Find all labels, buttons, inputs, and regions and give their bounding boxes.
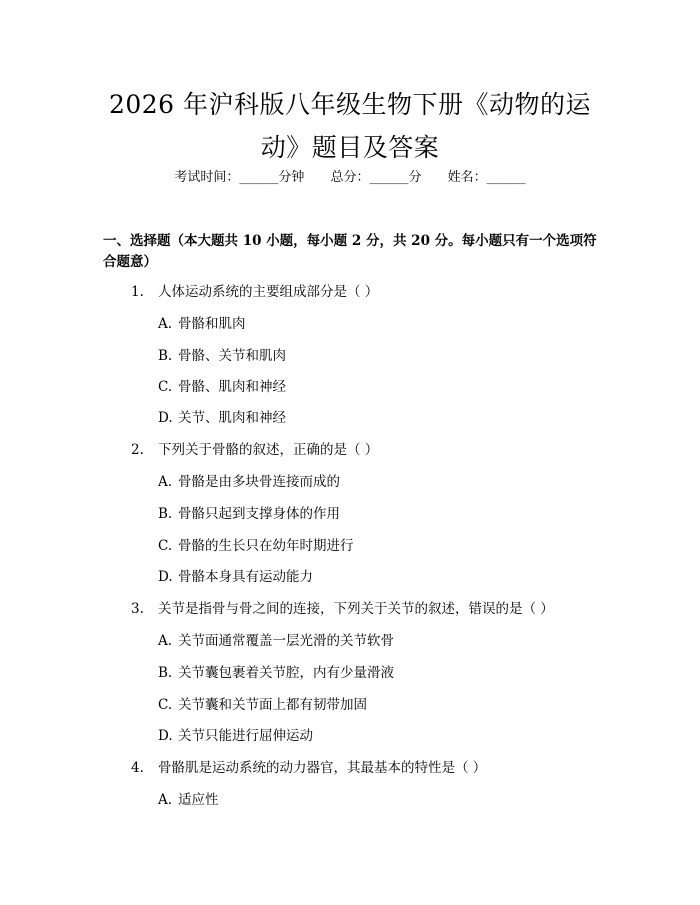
- option-text: 骨骼是由多块骨连接而成的: [178, 474, 340, 490]
- option: [158, 472, 340, 492]
- question-text: 人体运动系统的主要组成部分是（ ）: [158, 284, 379, 300]
- question-number: 2.: [131, 442, 144, 458]
- question: [131, 282, 378, 302]
- option-text: 骨骼、关节和肌肉: [178, 348, 286, 364]
- option-letter: D.: [158, 569, 173, 585]
- option: [158, 408, 286, 428]
- total-score-field: 总分：______分: [330, 170, 422, 185]
- question-number: 3.: [131, 601, 144, 617]
- option-text: 骨骼本身具有运动能力: [178, 569, 313, 585]
- question-text: 骨骼肌是运动系统的动力器官，其最基本的特性是（ ）: [158, 760, 487, 776]
- option: [158, 663, 394, 683]
- option-letter: C.: [158, 697, 173, 713]
- option-letter: C.: [158, 538, 173, 554]
- option: [158, 504, 340, 524]
- option-text: 关节、肌肉和神经: [178, 410, 286, 426]
- option-text: 骨骼、肌肉和神经: [178, 379, 286, 395]
- option-letter: B.: [158, 506, 173, 522]
- option: [158, 726, 313, 746]
- option: [158, 536, 354, 556]
- option-letter: D.: [158, 728, 173, 744]
- option-text: 骨骼和肌肉: [178, 316, 246, 332]
- option: [158, 377, 286, 397]
- option: [158, 346, 286, 366]
- title-line-2: 动》题目及答案: [260, 133, 440, 162]
- option-text: 关节囊和关节面上都有韧带加固: [178, 697, 367, 713]
- student-name-field: 姓名：______: [447, 170, 526, 185]
- option-text: 关节面通常覆盖一层光滑的关节软骨: [178, 633, 394, 649]
- title-line-1: 2026 年沪科版八年级生物下册《动物的运: [108, 90, 592, 119]
- option-text: 关节囊包裹着关节腔，内有少量滑液: [178, 665, 394, 681]
- question: [131, 599, 554, 619]
- option-letter: B.: [158, 348, 173, 364]
- option-letter: A.: [158, 474, 173, 490]
- option: [158, 567, 313, 587]
- question: [131, 440, 378, 460]
- question: [131, 758, 486, 778]
- option-letter: D.: [158, 410, 173, 426]
- option-letter: A.: [158, 316, 173, 332]
- option: [158, 631, 394, 651]
- exam-info-line: [0, 168, 700, 188]
- option-text: 适应性: [178, 792, 219, 808]
- option-letter: B.: [158, 665, 173, 681]
- option-text: 骨骼的生长只在幼年时期进行: [178, 538, 354, 554]
- option-letter: A.: [158, 633, 173, 649]
- option: [158, 790, 219, 810]
- option-letter: C.: [158, 379, 173, 395]
- section-heading: 一、选择题（本大题共 10 小题，每小题 2 分，共 20 分。每小题只有一个选项符合题意）: [103, 233, 597, 270]
- question-number: 4.: [131, 760, 144, 776]
- document-title: [60, 83, 640, 169]
- question-number: 1.: [131, 284, 144, 300]
- option-text: 关节只能进行屈伸运动: [178, 728, 313, 744]
- option: [158, 314, 246, 334]
- question-text: 关节是指骨与骨之间的连接，下列关于关节的叙述，错误的是（ ）: [158, 601, 554, 617]
- question-text: 下列关于骨骼的叙述，正确的是（ ）: [158, 442, 379, 458]
- option: [158, 695, 367, 715]
- option-letter: A.: [158, 792, 173, 808]
- exam-time-field: 考试时间：______分钟: [174, 170, 305, 185]
- option-text: 骨骼只起到支撑身体的作用: [178, 506, 340, 522]
